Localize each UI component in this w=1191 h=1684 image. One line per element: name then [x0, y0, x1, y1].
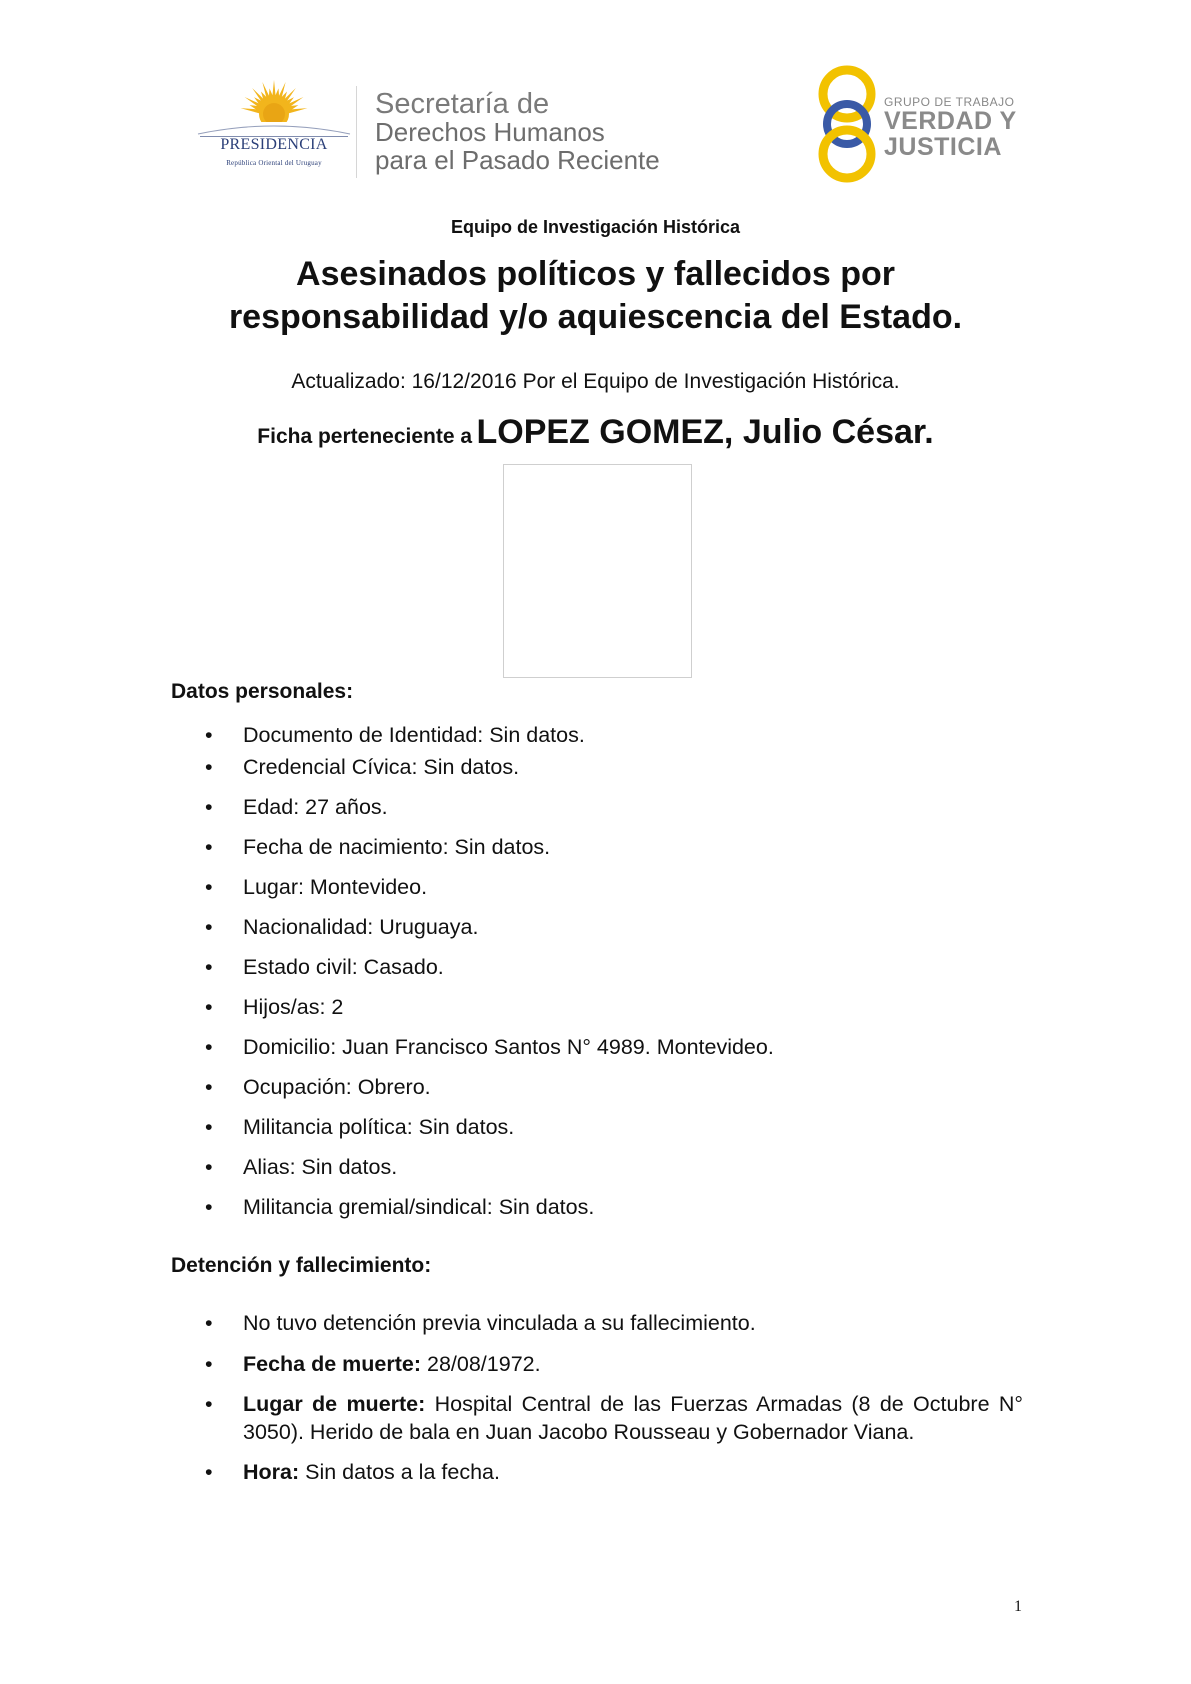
- ficha-heading: [0, 413, 1191, 452]
- personal-data-list: [171, 722, 1023, 1234]
- personal-item-text: Fecha de nacimiento: Sin datos.: [243, 835, 551, 859]
- bullet: •: [205, 1460, 213, 1484]
- bullet: •: [205, 1075, 213, 1099]
- personal-item-text: Lugar: Montevideo.: [243, 875, 428, 899]
- photo-placeholder: [503, 464, 692, 678]
- personal-item-text: Edad: 27 años.: [243, 795, 388, 819]
- list-item: [171, 1034, 1023, 1074]
- linked-rings-icon: [812, 62, 882, 187]
- bullet: •: [205, 1115, 213, 1139]
- ficha-person-name: LOPEZ GOMEZ, Julio César.: [476, 413, 934, 451]
- death-date-label: Fecha de muerte:: [243, 1351, 422, 1376]
- title-line-1: Asesinados políticos y fallecidos por: [296, 255, 895, 293]
- list-item: [171, 754, 1023, 794]
- title-line-2: responsabilidad y/o aquiescencia del Estado.: [228, 298, 963, 336]
- sun-emblem-icon: [196, 78, 352, 138]
- verdad-justicia-logo: [812, 62, 1024, 187]
- bullet: •: [205, 915, 213, 939]
- list-item: [171, 994, 1023, 1034]
- list-item: [171, 954, 1023, 994]
- list-item: [171, 1351, 1023, 1379]
- bullet: •: [205, 1035, 213, 1059]
- secretaria-line-1: Secretaría de: [375, 88, 550, 120]
- updated-line: Actualizado: 16/12/2016 Por el Equipo de Investigación Histórica.: [291, 370, 900, 393]
- secretaria-line-2: Derechos Humanos: [375, 117, 605, 147]
- header-divider: [356, 86, 357, 178]
- death-place-label: Lugar de muerte:: [243, 1392, 426, 1416]
- death-place-value: Hospital Central de las Fuerzas Armadas (8 de Octubre N° 3050). Herido de bala en Juan Jacobo Rousseau y Gobernador Viana.: [243, 1392, 1023, 1444]
- list-item: [171, 1391, 1023, 1446]
- death-date-value: 28/08/1972.: [421, 1351, 541, 1376]
- presidencia-logo: [196, 78, 352, 178]
- bullet: •: [205, 995, 213, 1019]
- list-item: [171, 914, 1023, 954]
- personal-item-text: Nacionalidad: Uruguaya.: [243, 915, 479, 939]
- section-heading-personal: Datos personales:: [171, 680, 354, 703]
- bullet: •: [205, 1311, 213, 1335]
- bullet: •: [205, 723, 213, 747]
- section-heading-detention: Detención y fallecimiento:: [171, 1254, 432, 1277]
- bullet: •: [205, 1392, 213, 1416]
- presidencia-wordmark: PRESIDENCIA: [220, 136, 328, 153]
- list-item: [171, 794, 1023, 834]
- presidencia-subtitle: República Oriental del Uruguay: [226, 159, 322, 167]
- ficha-label: Ficha perteneciente a: [257, 425, 473, 448]
- hour-value: Sin datos a la fecha.: [299, 1460, 500, 1484]
- personal-item-text: Credencial Cívica: Sin datos.: [243, 755, 520, 779]
- personal-item-text: Alias: Sin datos.: [243, 1155, 398, 1179]
- bullet: •: [205, 1155, 213, 1179]
- bullet: •: [205, 955, 213, 979]
- list-item: [171, 834, 1023, 874]
- list-item: [171, 1074, 1023, 1114]
- bullet: •: [205, 1195, 213, 1219]
- vj-line-1: VERDAD Y: [884, 107, 1017, 135]
- vj-wordmark: [884, 108, 1017, 160]
- personal-item-text: Hijos/as: 2: [243, 995, 344, 1019]
- detention-no-prior-text: No tuvo detención previa vinculada a su fallecimiento.: [243, 1311, 756, 1335]
- secretaria-logo-text: [375, 90, 660, 174]
- personal-item-text: Militancia gremial/sindical: Sin datos.: [243, 1195, 595, 1219]
- list-item: [171, 1114, 1023, 1154]
- personal-item-text: Documento de Identidad: Sin datos.: [243, 723, 585, 747]
- list-item: [171, 1154, 1023, 1194]
- hour-label: Hora:: [243, 1460, 300, 1484]
- personal-item-text: Domicilio: Juan Francisco Santos N° 4989. Montevideo.: [243, 1035, 774, 1059]
- secretaria-line-3: para el Pasado Reciente: [375, 145, 660, 175]
- list-item: [171, 1194, 1023, 1234]
- document-title: [0, 253, 1191, 339]
- personal-item-text: Militancia política: Sin datos.: [243, 1115, 515, 1139]
- list-item: [171, 1459, 1023, 1487]
- page-number: 1: [1014, 1598, 1022, 1615]
- list-item: [171, 874, 1023, 914]
- vj-small-text: GRUPO DE TRABAJO: [884, 95, 1015, 109]
- list-item: [171, 1310, 1023, 1338]
- personal-item-text: Estado civil: Casado.: [243, 955, 444, 979]
- detention-list: [171, 1310, 1023, 1500]
- list-item: [171, 722, 1023, 754]
- bullet: •: [205, 835, 213, 859]
- vj-line-2: JUSTICIA: [884, 133, 1002, 161]
- bullet: •: [205, 795, 213, 819]
- bullet: •: [205, 875, 213, 899]
- personal-item-text: Ocupación: Obrero.: [243, 1075, 431, 1099]
- team-heading: Equipo de Investigación Histórica: [450, 217, 741, 237]
- bullet: •: [205, 755, 213, 779]
- bullet: •: [205, 1351, 213, 1376]
